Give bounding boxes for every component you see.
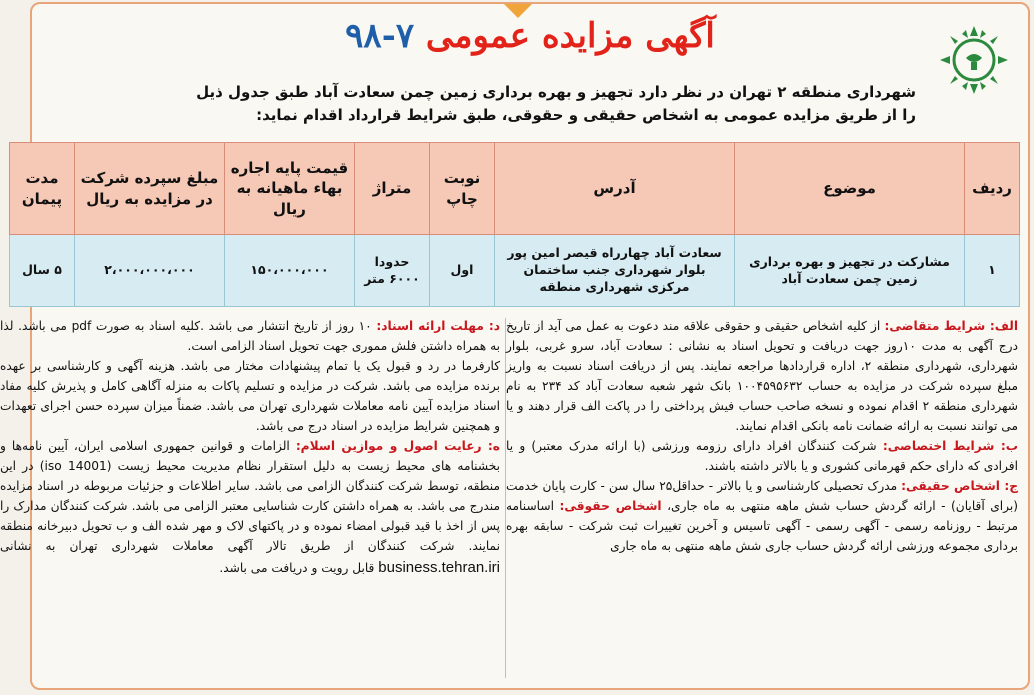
auction-table: [9, 142, 1020, 307]
header-cell-subject: موضوع: [735, 143, 965, 235]
intro-line-1: شهرداری منطقه ۲ تهران در نظر دارد تجهیز و بهره برداری زمین چمن سعادت آباد طبق جدول ذیل: [196, 83, 916, 101]
header-cell-print-turn: نوبت چاپ: [430, 143, 495, 235]
website-link[interactable]: business.tehran.iri: [378, 559, 500, 576]
page-title: [32, 16, 1028, 56]
closing-text: قابل رویت و دریافت می باشد.: [219, 561, 375, 575]
conditions-right-column: [506, 316, 1018, 556]
title-text: آگهی مزایده عمومی: [425, 16, 715, 56]
intro-line-2: را از طریق مزایده عمومی به اشخاص حقیقی و حقوقی، طبق شرایط قرارداد اقدام نماید:: [256, 106, 916, 124]
header-cell-area: متراژ: [355, 143, 430, 235]
cell-deposit: ۲،۰۰۰،۰۰۰،۰۰۰: [75, 235, 225, 307]
table-row: [10, 235, 1020, 307]
header-cell-base-rent: قیمت پایه اجاره بهاء ماهیانه به ریال: [225, 143, 355, 235]
conditions-left-column: [0, 316, 500, 581]
title-number: ۷-۹۸: [345, 16, 415, 56]
section-jim: [506, 476, 1018, 556]
advertisement-frame: [0, 2, 1030, 690]
header-cell-row-number: ردیف: [965, 143, 1020, 235]
header-cell-address: آدرس: [495, 143, 735, 235]
section-dal-title: د: مهلت ارائه اسناد:: [376, 319, 500, 333]
section-legal-text: اساسنامه مرتبط - روزنامه رسمی - آگهی رسمی - آگهی تاسیس و آخرین تغییرات ثبت شرکت - سابقه بهره برداری مجموعه ورزشی ارائه گردش حساب جاری شش ماهه منتهی به ماه جاری: [506, 499, 1018, 553]
section-he-title: ه: رعایت اصول و موازین اسلام:: [295, 439, 500, 453]
header-cell-deposit: مبلغ سپرده شرکت در مزایده به ریال: [75, 143, 225, 235]
table-header-row: [10, 143, 1020, 235]
section-alef: [506, 316, 1018, 436]
section-be: [506, 436, 1018, 476]
section-dal-text: ۱۰ روز از تاریخ انتشار می باشد .کلیه اسناد به صورت pdf می باشد. لذا به همراه داشتن فلش مموری جهت تحویل اسناد الزامی است.: [0, 319, 500, 353]
cell-row-number: ۱: [965, 235, 1020, 307]
section-be-text: شرکت کنندگان افراد دارای رزومه ورزشی (با ارائه مدرک معتبر) و یا افرادی که دارای حکم قهرمانی کشوری و یا بالاتر داشته باشند.: [506, 439, 1018, 473]
cell-area: حدودا ۶۰۰۰ متر: [355, 235, 430, 307]
section-legal-title: اشخاص حقوقی:: [559, 499, 662, 513]
section-jim-title: ج: اشخاص حقیقی:: [901, 479, 1019, 493]
header-cell-contract-period: مدت پیمان: [10, 143, 75, 235]
cell-subject: مشارکت در تجهیز و بهره برداری زمین چمن سعادت آباد: [735, 235, 965, 307]
section-dal: [0, 316, 500, 356]
section-he-text: الزامات و قوانین جمهوری اسلامی ایران، آیین نامه‌ها و بخشنامه های محیط زیست به دلیل استقرار نظام مدیریت محیط زیست (iso 14001) در این منطقه، توسط شرکت کنندگان الزامی می باشد. سایر اطلاعات و جزئیات مربوطه در اسناد مزایده مندرج می باشد. به همراه داشتن کارت شناسایی معتبر الزامی می باشد. شرکت کنندگان مدارک را پس از اخذ با قید قبولی امضاء نموده و در پاکتهای لاک و مهر شده الف و ب تحویل دبیرخانه منطقه نمایند. شرکت کنندگان از طریق تالار آگهی معاملات شهرداری تهران به نشانی: [0, 439, 500, 553]
section-be-title: ب: شرایط اختصاصی:: [882, 439, 1019, 453]
section-alef-text: از کلیه اشخاص حقیقی و حقوقی علاقه مند دعوت به عمل می آید از تاریخ درج آگهی به مدت ۱۰روز جهت دریافت و تحویل اسناد به نشانی : سعادت آباد، سرو غربی، بلوار شهرداری، شهرداری منطقه ۲، اداره قراردادها مراجعه نمایند. پس از دریافت اسناد نسبت به واریز مبلغ سپرده شرکت در مزایده به حساب ۱۰۰۴۵۹۵۶۳۲ بانک شهر شعبه سعادت آباد کد ۲۳۴ به نام شهرداری منطقه ۲ اقدام نموده و نسخه صاحب حساب فیش پرداختی را در پاکت الف قرار دهند و یا می توانند نسبت به ارائه ضمانت نامه بانکی اقدام نمایند.: [506, 319, 1019, 433]
cell-contract-period: ۵ سال: [10, 235, 75, 307]
cell-print-turn: اول: [430, 235, 495, 307]
section-general-terms: کارفرما در رد و قبول یک یا تمام پیشنهادات مختار می باشد. هزینه آگهی و کارشناسی بر عهده برنده مزایده می باشد. شرکت در مزایده و تسلیم پاکات به منزله آگاهی کامل و پذیرش کلیه مفاد اسناد مزایده آیین نامه معاملات شهرداری تهران می باشد. ضمناً میزان سپرده حسن اجرای تعهدات و همچنین شرایط مزایده در اسناد درج می باشد.: [0, 359, 500, 433]
section-he: [0, 436, 500, 581]
section-alef-title: الف: شرایط متقاضی:: [884, 319, 1018, 333]
section-jim-text: مدرک تحصیلی کارشناسی و یا بالاتر - حداقل۲۵ سال سن - کارت پایان خدمت (برای آقایان) - ارائه گردش حساب شش ماهه منتهی به ماه جاری،: [506, 479, 1019, 513]
cell-address: سعادت آباد چهارراه قیصر امین پور بلوار شهرداری جنب ساختمان مرکزی شهرداری منطقه: [495, 235, 735, 307]
cell-base-rent: ۱۵۰،۰۰۰،۰۰۰: [225, 235, 355, 307]
